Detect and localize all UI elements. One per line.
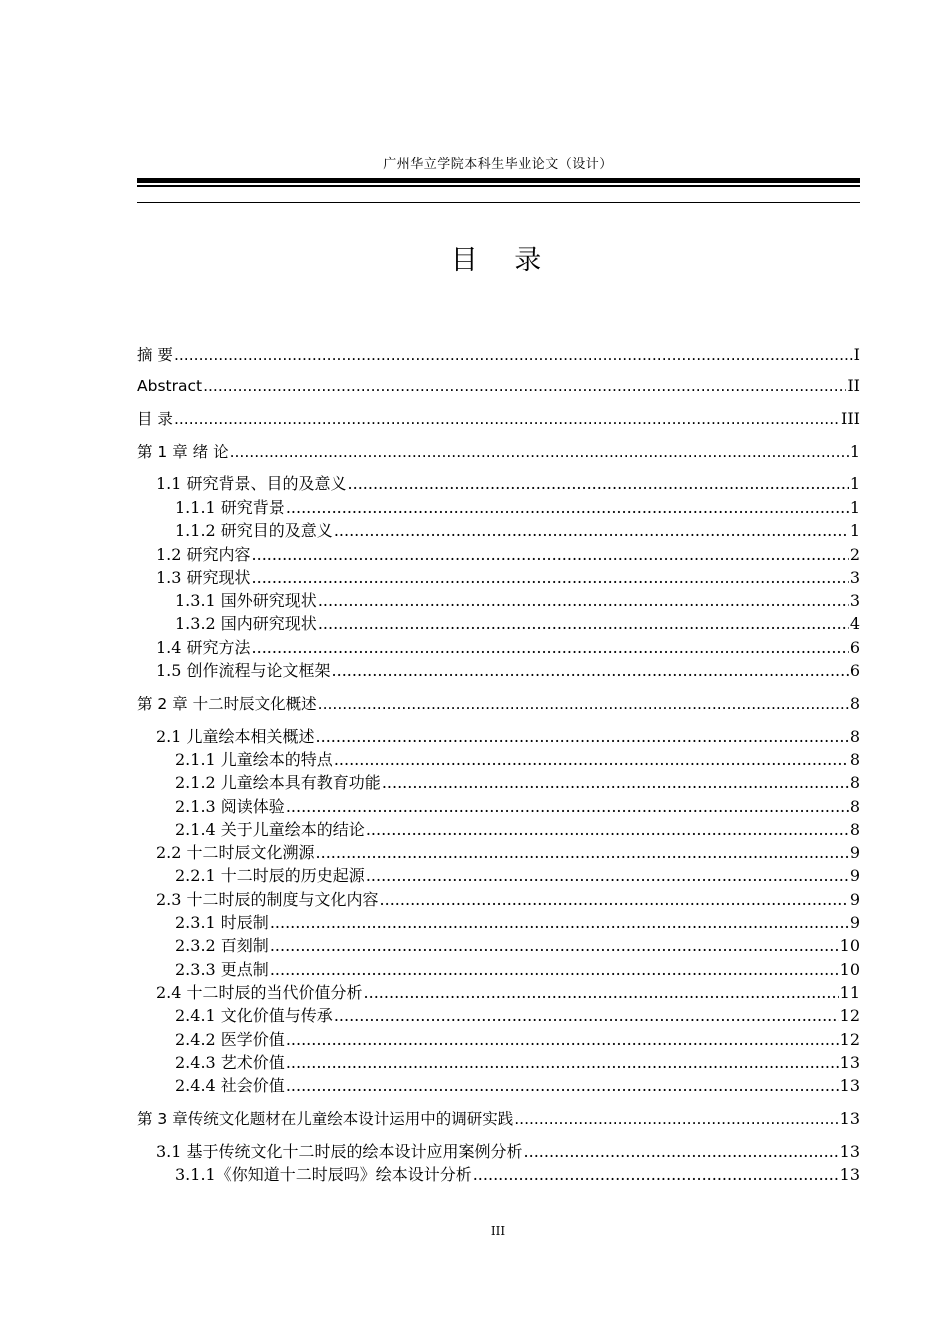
toc-dot-leader (366, 819, 849, 841)
toc-entry[interactable] (137, 1005, 860, 1027)
toc-dot-leader (514, 1108, 838, 1130)
toc-entry-page: 8 (849, 750, 860, 769)
toc-entry[interactable] (137, 375, 860, 397)
toc-entry[interactable] (137, 1029, 860, 1051)
toc-entry[interactable] (137, 912, 860, 934)
toc-entry[interactable] (137, 497, 860, 519)
toc-entry-title: 2.1.4 关于儿童绘本的结论 (175, 820, 365, 839)
toc-entry-title: 1.3.2 国内研究现状 (175, 614, 317, 633)
toc-entry[interactable] (137, 1164, 860, 1186)
toc-entry-page: 12 (839, 1006, 860, 1025)
toc-entry[interactable] (137, 344, 860, 366)
toc-entry-title: 2.4.2 医学价值 (175, 1030, 285, 1049)
toc-dot-leader (270, 912, 849, 934)
toc-entry[interactable] (137, 1075, 860, 1097)
toc-entry-title: 1.4 研究方法 (156, 638, 251, 657)
toc-entry[interactable] (137, 613, 860, 635)
toc-dot-leader (318, 693, 849, 715)
toc-entry[interactable] (137, 772, 860, 794)
toc-entry[interactable] (137, 819, 860, 841)
toc-entry-page: 1 (849, 474, 860, 493)
toc-dot-leader (270, 935, 839, 957)
toc-title: 目 录 (450, 245, 556, 276)
toc-dot-leader (332, 660, 849, 682)
toc-entry-title: 1.1.1 研究背景 (175, 498, 285, 517)
toc-entry-page: III (841, 409, 860, 428)
toc-entry-title: 2.2.1 十二时辰的历史起源 (175, 866, 365, 885)
toc-dot-leader (318, 613, 849, 635)
toc-entry[interactable] (137, 726, 860, 748)
toc-entry[interactable] (137, 693, 860, 715)
toc-entry-title: 2.3.1 时辰制 (175, 913, 269, 932)
toc-entry-page: 1 (849, 521, 860, 540)
toc-entry-page: 13 (839, 1053, 860, 1072)
running-header-title: 广州华立学院本科生毕业论文（设计） (383, 157, 613, 172)
toc-entry-title: 2.2 十二时辰文化溯源 (156, 843, 315, 862)
toc-entry-page: 3 (849, 568, 860, 587)
toc-entry[interactable] (137, 567, 860, 589)
toc-entry-title: 1.2 研究内容 (156, 545, 251, 564)
footer-page-number: III (490, 1224, 506, 1238)
toc-dot-leader (286, 497, 849, 519)
toc-entry-title: 1.3 研究现状 (156, 568, 251, 587)
toc-entry[interactable] (137, 865, 860, 887)
toc-entry-page: 1 (849, 498, 860, 517)
toc-dot-leader (334, 520, 849, 542)
toc-dot-leader (316, 842, 849, 864)
toc-entry-page: II (847, 376, 860, 395)
header-rule-double (137, 185, 860, 187)
header-rule-thick (137, 178, 860, 183)
toc-dot-leader (318, 590, 849, 612)
toc-entry-title: 2.1 儿童绘本相关概述 (156, 727, 315, 746)
toc-entry[interactable] (137, 935, 860, 957)
toc-entry-title: 2.4.1 文化价值与传承 (175, 1006, 333, 1025)
toc-dot-leader (286, 1075, 839, 1097)
toc-entry[interactable] (137, 441, 860, 463)
toc-entry-title: 3.1.1《你知道十二时辰吗》绘本设计分析 (175, 1165, 472, 1184)
toc-entry-page: 10 (839, 960, 860, 979)
toc-entry-page: I (853, 345, 860, 364)
toc-entry-title: 第 1 章 绪 论 (137, 443, 229, 461)
toc-entry[interactable] (137, 520, 860, 542)
toc-entry-title: 1.1.2 研究目的及意义 (175, 521, 333, 540)
toc-dot-leader (473, 1164, 839, 1186)
toc-entry-page: 9 (849, 913, 860, 932)
toc-dot-leader (174, 344, 853, 366)
toc-dot-leader (524, 1141, 839, 1163)
toc-entry-page: 8 (849, 797, 860, 816)
toc-entry[interactable] (137, 749, 860, 771)
toc-dot-leader (286, 1029, 839, 1051)
toc-dot-leader (270, 959, 839, 981)
toc-entry[interactable] (137, 1141, 860, 1163)
toc-entry-title: 摘 要 (137, 346, 173, 364)
toc-dot-leader (380, 889, 849, 911)
toc-dot-leader (203, 375, 846, 397)
toc-entry-title: 1.1 研究背景、目的及意义 (156, 474, 347, 493)
toc-entry-page: 12 (839, 1030, 860, 1049)
toc-entry[interactable] (137, 1108, 860, 1130)
toc-entry[interactable] (137, 889, 860, 911)
toc-entry-page: 13 (839, 1142, 860, 1161)
toc-entry-page: 8 (849, 820, 860, 839)
toc-entry-page: 9 (849, 866, 860, 885)
toc-dot-leader (316, 726, 849, 748)
toc-entry[interactable] (137, 982, 860, 1004)
toc-entry-title: 第 3 章传统文化题材在儿童绘本设计运用中的调研实践 (137, 1110, 514, 1128)
toc-entry-title: 2.4.4 社会价值 (175, 1076, 285, 1095)
toc-entry[interactable] (137, 408, 860, 430)
toc-dot-leader (174, 408, 840, 430)
toc-entry-page: 6 (849, 638, 860, 657)
toc-dot-leader (334, 1005, 839, 1027)
toc-entry-title: 3.1 基于传统文化十二时辰的绘本设计应用案例分析 (156, 1142, 523, 1161)
toc-entry-page: 8 (849, 773, 860, 792)
toc-entry-title: 目 录 (137, 410, 173, 428)
toc-dot-leader (364, 982, 839, 1004)
toc-entry[interactable] (137, 842, 860, 864)
toc-entry[interactable] (137, 660, 860, 682)
toc-dot-leader (366, 865, 849, 887)
toc-entry-page: 3 (849, 591, 860, 610)
toc-entry-title: 2.3 十二时辰的制度与文化内容 (156, 890, 379, 909)
toc-entry-page: 9 (849, 843, 860, 862)
toc-entry-page: 4 (849, 614, 860, 633)
toc-entry-page: 8 (849, 727, 860, 746)
toc-entry-title: 2.4.3 艺术价值 (175, 1053, 285, 1072)
toc-dot-leader (230, 441, 849, 463)
toc-entry-page: 1 (849, 442, 860, 461)
toc-dot-leader (382, 772, 849, 794)
header-rule-thin (137, 202, 860, 203)
toc-entry-title: 2.1.1 儿童绘本的特点 (175, 750, 333, 769)
toc-dot-leader (252, 567, 849, 589)
toc-entry[interactable] (137, 590, 860, 612)
toc-entry-title: 2.1.2 儿童绘本具有教育功能 (175, 773, 381, 792)
toc-entry[interactable] (137, 796, 860, 818)
toc-dot-leader (286, 796, 849, 818)
toc-entry-page: 9 (849, 890, 860, 909)
toc-entry-title: 1.5 创作流程与论文框架 (156, 661, 331, 680)
toc-entry[interactable] (137, 544, 860, 566)
toc-entry[interactable] (137, 959, 860, 981)
toc-entry[interactable] (137, 637, 860, 659)
toc-dot-leader (334, 749, 849, 771)
toc-entry-page: 13 (839, 1165, 860, 1184)
toc-entry-title: 2.3.2 百刻制 (175, 936, 269, 955)
toc-entry[interactable] (137, 473, 860, 495)
toc-entry-title: Abstract (137, 377, 203, 395)
toc-dot-leader (252, 544, 849, 566)
toc-dot-leader (252, 637, 849, 659)
toc-entry-title: 2.1.3 阅读体验 (175, 797, 285, 816)
toc-entry-page: 8 (849, 694, 860, 713)
toc-entry-title: 第 2 章 十二时辰文化概述 (137, 695, 317, 713)
toc-entry-title: 2.3.3 更点制 (175, 960, 269, 979)
toc-entry-page: 6 (849, 661, 860, 680)
toc-entry-page: 13 (839, 1109, 860, 1128)
toc-entry-page: 11 (839, 983, 860, 1002)
toc-entry-title: 1.3.1 国外研究现状 (175, 591, 317, 610)
toc-dot-leader (286, 1052, 839, 1074)
toc-entry-page: 10 (839, 936, 860, 955)
toc-entry[interactable] (137, 1052, 860, 1074)
toc-entry-page: 2 (849, 545, 860, 564)
toc-dot-leader (348, 473, 849, 495)
toc-entry-title: 2.4 十二时辰的当代价值分析 (156, 983, 363, 1002)
toc-entry-page: 13 (839, 1076, 860, 1095)
